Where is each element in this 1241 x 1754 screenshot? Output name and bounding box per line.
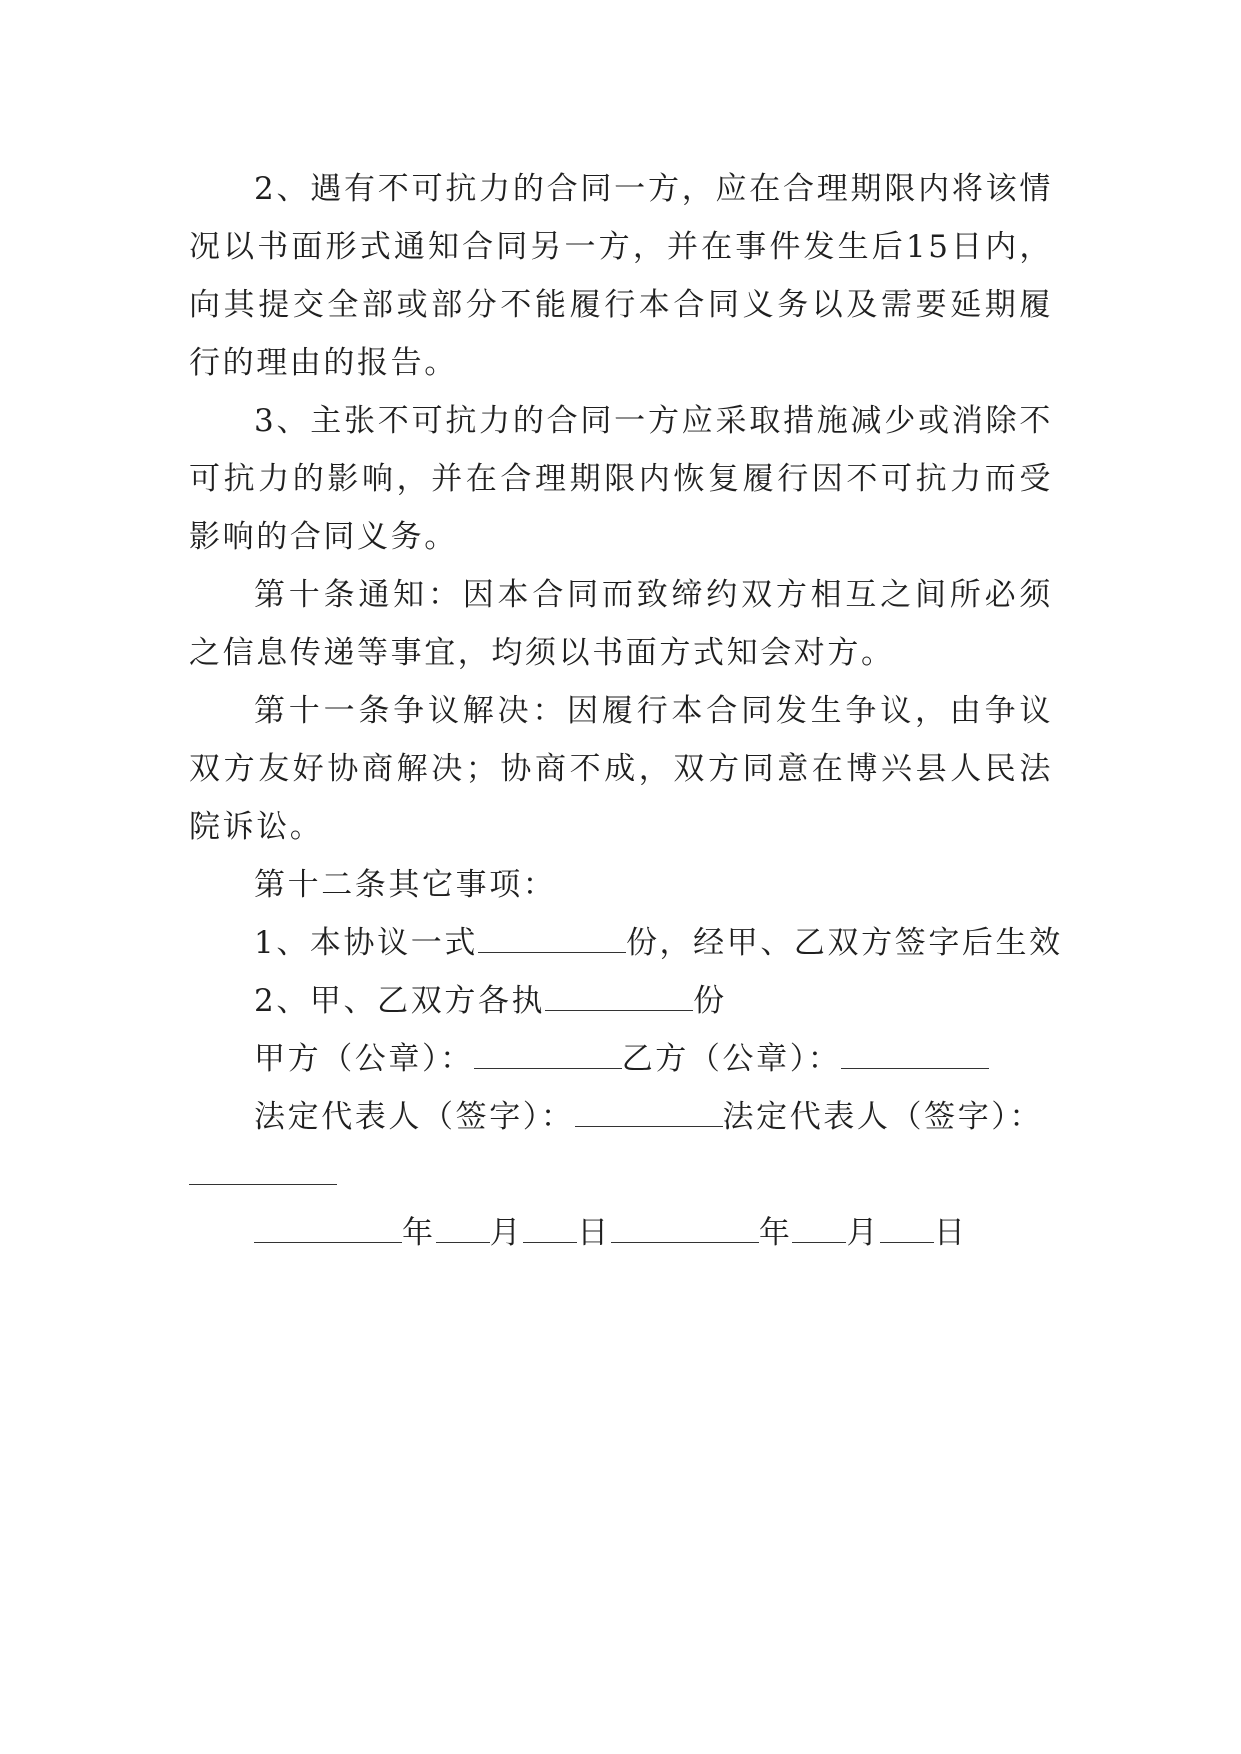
party-a-seal-blank[interactable] (474, 1046, 622, 1069)
party-a-rep-label: 法定代表人（签字）： (254, 1099, 575, 1135)
party-b-seal-label: 乙方（公章）： (621, 1041, 842, 1077)
date-line (189, 1204, 1053, 1262)
party-b-rep-label: 法定代表人（签字）： (722, 1099, 1043, 1135)
document-body (189, 160, 1063, 1262)
party-b-rep-blank-row (189, 1146, 1053, 1204)
item2-suffix: 份 (693, 983, 727, 1019)
party-a-month-blank[interactable] (436, 1220, 490, 1243)
party-b-rep-blank[interactable] (189, 1162, 337, 1185)
party-b-year-blank[interactable] (611, 1220, 759, 1243)
item2-prefix: 2、甲、乙双方各执 (254, 983, 546, 1019)
day-label-a: 日 (577, 1215, 611, 1251)
month-label-a: 月 (489, 1215, 524, 1251)
paragraph-force-majeure-notice: 2、遇有不可抗力的合同一方，应在合理期限内将该情况以书面形式通知合同另一方，并在事件发生后15日内，向其提交全部或部分不能履行本合同义务以及需要延期履行的理由的报告。 (189, 171, 1053, 381)
party-a-rep-blank[interactable] (575, 1104, 723, 1127)
representative-line (189, 1088, 1053, 1146)
section-12-title: 第十二条其它事项： (254, 867, 557, 903)
item-each-holds-line (189, 972, 1053, 1030)
item1-suffix: 份，经甲、乙双方签字后生效 (625, 925, 1063, 961)
seal-line (189, 1030, 1053, 1088)
month-label-b: 月 (846, 1215, 881, 1251)
paragraph-article-11-dispute: 第十一条争议解决：因履行本合同发生争议，由争议双方友好协商解决；协商不成，双方同意在博兴县人民法院诉讼。 (189, 693, 1053, 845)
paragraph-force-majeure-mitigation: 3、主张不可抗力的合同一方应采取措施减少或消除不可抗力的影响，并在合理期限内恢复履行因不可抗力而受影响的合同义务。 (189, 403, 1053, 555)
party-a-seal-label: 甲方（公章）： (254, 1041, 474, 1077)
party-a-year-blank[interactable] (254, 1220, 402, 1243)
year-label-a: 年 (402, 1215, 436, 1251)
party-b-day-blank[interactable] (880, 1220, 934, 1243)
party-b-month-blank[interactable] (792, 1220, 846, 1243)
year-label-b: 年 (758, 1215, 793, 1251)
each-holds-blank[interactable] (545, 988, 693, 1011)
paragraph-article-10-notice: 第十条通知：因本合同而致缔约双方相互之间所必须之信息传递等事宜，均须以书面方式知会对方。 (189, 577, 1053, 671)
party-a-day-blank[interactable] (523, 1220, 577, 1243)
item-copies-line (189, 914, 1063, 972)
copies-blank[interactable] (478, 930, 626, 953)
party-b-seal-blank[interactable] (841, 1046, 989, 1069)
item1-prefix: 1、本协议一式 (254, 925, 478, 961)
day-label-b: 日 (934, 1215, 968, 1251)
